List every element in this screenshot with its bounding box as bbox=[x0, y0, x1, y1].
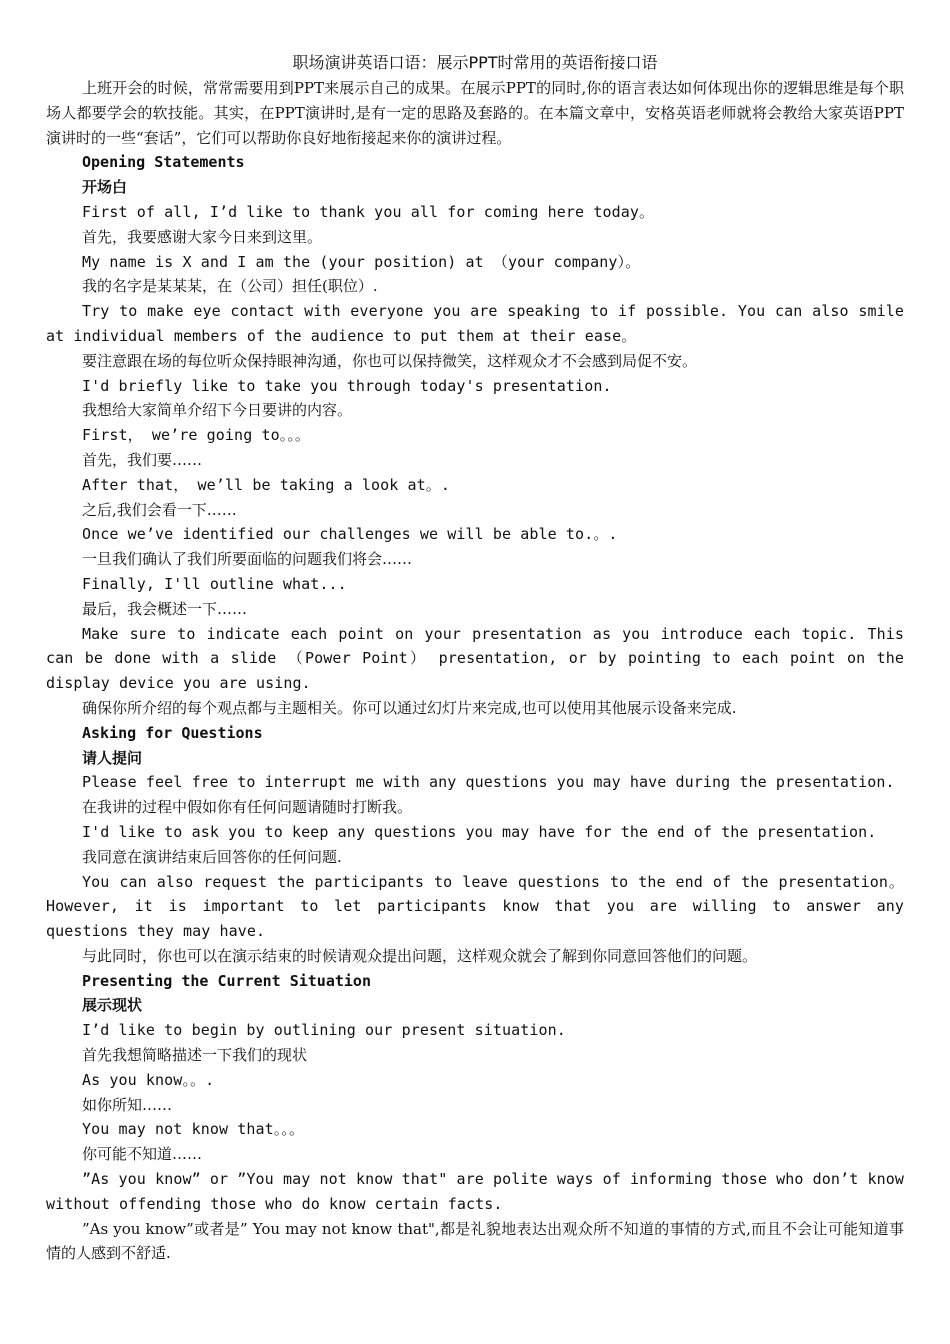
document-title: 职场演讲英语口语：展示PPT时常用的英语衔接口语 bbox=[292, 53, 658, 72]
phrase-en: Finally, I'll outline what... bbox=[82, 574, 347, 593]
tip-cn: 与此同时，你也可以在演示结束的时候请观众提出问题，这样观众就会了解到你同意回答他们的问题。 bbox=[82, 946, 758, 965]
phrase-cn: 我想给大家简单介绍下今日要讲的内容。 bbox=[82, 401, 353, 420]
phrase-cn: 如你所知…… bbox=[82, 1095, 173, 1114]
tip-cn: ”As you know”或者是” You may not know that",都是礼貌地表达出观众所不知道的事情的方式,而且不会让可能知道事情的人感到不舒适. bbox=[46, 1219, 904, 1263]
phrase-en: You may not know that。。。 bbox=[82, 1120, 305, 1139]
phrase-en: I'd briefly like to take you through today's presentation. bbox=[82, 376, 612, 395]
phrase-en: My name is X and I am the (your position) at （your company）。 bbox=[82, 252, 641, 271]
tip-en: Try to make eye contact with everyone you are speaking to if possible. You can also smile at individual members of the audience to put them at their ease。 bbox=[46, 302, 904, 345]
phrase-cn: 在我讲的过程中假如你有任何问题请随时打断我。 bbox=[82, 798, 413, 817]
phrase-cn: 之后,我们会看一下…… bbox=[82, 500, 237, 519]
tip-en: You can also request the participants to leave questions to the end of the presentation。However, it is important to let participants know that you are willing to answer any questions they may have. bbox=[46, 872, 904, 941]
phrase-en: Once we’ve identified our challenges we will be able to.。. bbox=[82, 525, 618, 544]
phrase-en: After that， we’ll be taking a look at。. bbox=[82, 475, 451, 494]
phrase-cn: 我的名字是某某某，在（公司）担任(职位）. bbox=[82, 277, 378, 296]
phrase-en: I’d like to begin by outlining our present situation. bbox=[82, 1021, 566, 1040]
phrase-cn: 首先，我要感谢大家今日来到这里。 bbox=[82, 227, 323, 246]
phrase-en: Please feel free to interrupt me with any questions you may have during the presentation. bbox=[82, 773, 895, 792]
tip-cn: 确保你所介绍的每个观点都与主题相关。你可以通过幻灯片来完成,也可以使用其他展示设备来完成. bbox=[82, 698, 737, 717]
section-heading-questions-cn: 请人提问 bbox=[82, 748, 143, 767]
document-body bbox=[46, 76, 904, 1266]
phrase-cn: 首先，我们要…… bbox=[82, 450, 203, 469]
tip-cn: 要注意跟在场的每位听众保持眼神沟通，你也可以保持微笑，这样观众才不会感到局促不安。 bbox=[82, 351, 698, 370]
phrase-en: As you know。。. bbox=[82, 1070, 215, 1089]
section-heading-questions: Asking for Questions bbox=[82, 723, 263, 742]
phrase-cn: 我同意在演讲结束后回答你的任何问题. bbox=[82, 847, 342, 866]
section-heading-situation: Presenting the Current Situation bbox=[82, 971, 371, 990]
phrase-cn: 一旦我们确认了我们所要面临的问题我们将会…… bbox=[82, 550, 413, 569]
phrase-en: First， we’re going to。。。 bbox=[82, 426, 311, 445]
tip-en: Make sure to indicate each point on your presentation as you introduce each topic. This can be done with a slide （Power Point） presentation, or by pointing to each point on the display device you are using. bbox=[46, 624, 904, 693]
section-heading-opening: Opening Statements bbox=[82, 153, 245, 172]
intro-paragraph: 上班开会的时候，常常需要用到PPT来展示自己的成果。在展示PPT的同时,你的语言表达如何体现出你的逻辑思维是每个职场人都要学会的软技能。其实，在PPT演讲时,是有一定的思路及套路的。在本篇文章中，安格英语老师就将会教给大家英语PPT演讲时的一些“套话”，它们可以帮助你良好地衔接起来你的演讲过程。 bbox=[46, 79, 904, 147]
phrase-cn: 最后，我会概述一下…… bbox=[82, 599, 248, 618]
section-heading-situation-cn: 展示现状 bbox=[82, 996, 143, 1015]
phrase-en: I'd like to ask you to keep any questions you may have for the end of the presentation. bbox=[82, 822, 877, 841]
phrase-en: First of all, I’d like to thank you all for coming here today。 bbox=[82, 202, 655, 221]
phrase-cn: 你可能不知道…… bbox=[82, 1145, 203, 1164]
phrase-cn: 首先我想简略描述一下我们的现状 bbox=[82, 1046, 308, 1065]
section-heading-opening-cn: 开场白 bbox=[82, 178, 128, 197]
tip-en: ”As you know” or ”You may not know that" are polite ways of informing those who don’t know without offending those who do know certain facts. bbox=[46, 1170, 904, 1213]
